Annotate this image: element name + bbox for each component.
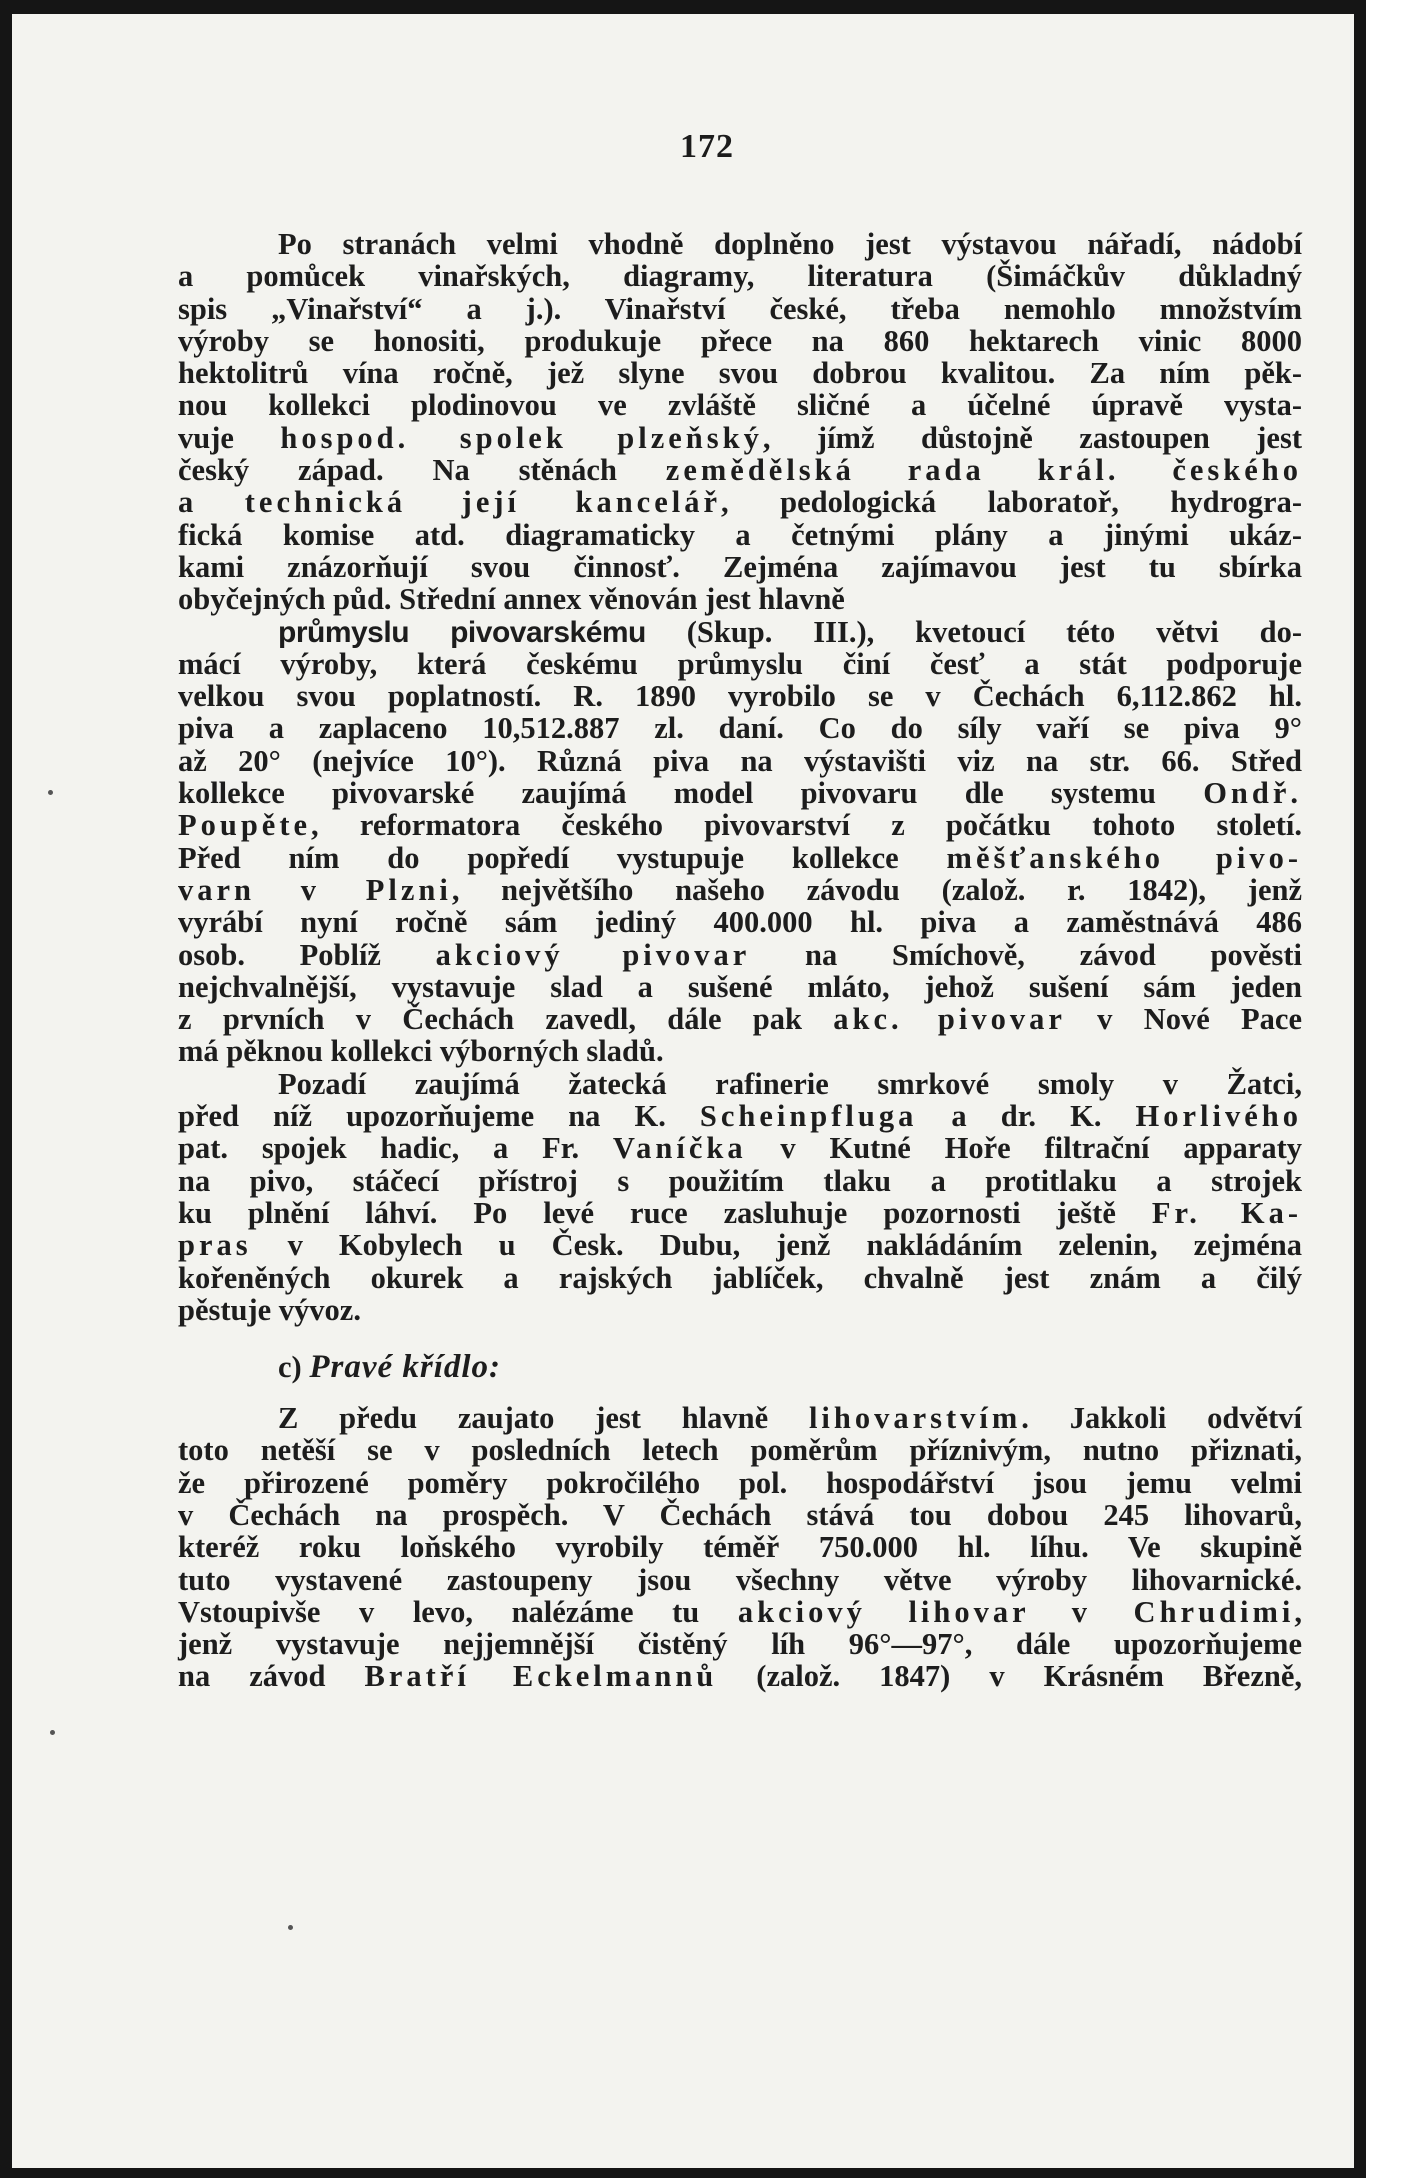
text-line: toto netěší se v posledních letech poměrům příznivým, nutno přiznati, bbox=[178, 1433, 1302, 1468]
section-letter: c) bbox=[278, 1350, 302, 1385]
page-number: 172 bbox=[680, 128, 734, 165]
text-line: Poupěte, reformatora českého pivovarství z počátku tohoto století. bbox=[178, 808, 1302, 843]
text-line: průmyslu pivovarskému (Skup. III.), kvetoucí této větvi do- bbox=[278, 614, 1302, 649]
emphasis-heading: průmyslu pivovarskému bbox=[278, 615, 646, 649]
section-title: Pravé křídlo: bbox=[309, 1349, 502, 1386]
text-line: pat. spojek hadic, a Fr. Vaníčka v Kutné Hoře filtrační apparaty bbox=[178, 1131, 1302, 1166]
text-line: jenž vystavuje nejjemnější čistěný líh 96°—97°, dále upozorňujeme bbox=[178, 1627, 1302, 1662]
text-line: český západ. Na stěnách zemědělská rada král. českého bbox=[178, 453, 1302, 488]
text-line: kteréž roku loňského vyrobily téměř 750.000 hl. líhu. Ve skupině bbox=[178, 1530, 1302, 1565]
text-line: obyčejných půd. Střední annex věnován jest hlavně bbox=[178, 582, 845, 617]
text-line: tuto vystavené zastoupeny jsou všechny větve výroby lihovarnické. bbox=[178, 1562, 1302, 1597]
spaced-name: hospod. spolek plzeňský bbox=[280, 420, 763, 455]
text-line: před níž upozorňujeme na K. Scheinpfluga a dr. K. Horlivého bbox=[178, 1099, 1302, 1134]
text-line: piva a zaplaceno 10,512.887 zl. daní. Co do síly vaří se piva 9° bbox=[178, 711, 1302, 746]
spaced-name: technická její kancelář bbox=[244, 485, 722, 520]
text-line: Vstoupivše v levo, nalézáme tu akciový lihovar v Chrudimi, bbox=[178, 1594, 1302, 1629]
scan-speck bbox=[288, 1925, 293, 1930]
text-line: kami znázorňují svou činnosť. Zejména zajímavou jest tu sbírka bbox=[178, 549, 1302, 584]
text-line: a technická její kancelář, pedologická laboratoř, hydrogra- bbox=[178, 485, 1302, 520]
text-line: na pivo, stáčecí přístroj s použitím tlaku a protitlaku a strojek bbox=[178, 1163, 1302, 1198]
text-line: pras v Kobylech u Česk. Dubu, jenž nakládáním zelenin, zejména bbox=[178, 1228, 1302, 1263]
text-line: velkou svou poplatností. R. 1890 vyrobilo se v Čechách 6,112.862 hl. bbox=[178, 679, 1302, 714]
text-line: varn v Plzni, největšího našeho závodu (založ. r. 1842), jenž bbox=[178, 872, 1302, 907]
text-line: kollekce pivovarské zaujímá model pivovaru dle systemu Ondř. bbox=[178, 776, 1302, 811]
text-line: na závod Bratří Eckelmannů (založ. 1847) v Krásném Březně, bbox=[178, 1659, 1303, 1694]
text-line: Z předu zaujato jest hlavně lihovarstvím. Jakkoli odvětví bbox=[278, 1401, 1302, 1436]
text-line: že přirozené poměry pokročilého pol. hospodářství jsou jemu velmi bbox=[178, 1465, 1302, 1500]
body-text bbox=[178, 228, 1302, 1693]
text-line: mácí výroby, která českému průmyslu činí česť a stát podporuje bbox=[178, 646, 1302, 681]
text-line: hektolitrů vína ročně, jež slyne svou dobrou kvalitou. Za ním pěk- bbox=[178, 356, 1302, 391]
text-line: až 20° (nejvíce 10°). Různá piva na výstavišti viz na str. 66. Střed bbox=[178, 743, 1302, 778]
section-heading bbox=[178, 1332, 1302, 1402]
scan-margin bbox=[1380, 0, 1414, 2178]
text-line: Pozadí zaujímá žatecká rafinerie smrkové smoly v Žatci, bbox=[278, 1066, 1302, 1101]
scan-speck bbox=[50, 1730, 55, 1735]
text-line: vyrábí nyní ročně sám jediný 400.000 hl. piva a zaměstnává 486 bbox=[178, 905, 1302, 940]
text-line: nou kollekci plodinovou ve zvláště sličné a účelné úpravě vysta- bbox=[178, 388, 1302, 423]
scan-speck bbox=[48, 790, 53, 795]
text-line: Před ním do popředí vystupuje kollekce měšťanského pivo- bbox=[178, 840, 1303, 875]
text-line: má pěknou kollekci výborných sladů. bbox=[178, 1034, 664, 1069]
text-line: kořeněných okurek a rajských jablíček, chvalně jest znám a čilý bbox=[178, 1260, 1302, 1295]
text-line: osob. Poblíž akciový pivovar na Smíchově, závod pověsti bbox=[178, 937, 1302, 972]
text-line: výroby se honositi, produkuje přece na 860 hektarech vinic 8000 bbox=[178, 323, 1302, 358]
text-line: nejchvalnější, vystavuje slad a sušené mláto, jehož sušení sám jeden bbox=[178, 969, 1302, 1004]
text-line: fická komise atd. diagramaticky a četnými plány a jinými ukáz- bbox=[178, 517, 1302, 552]
text-line: a pomůcek vinařských, diagramy, literatura (Šimáčkův důkladný bbox=[178, 259, 1302, 294]
text-line: pěstuje vývoz. bbox=[178, 1292, 361, 1327]
text-line: spis „Vinařství“ a j.). Vinařství české, třeba nemohlo množstvím bbox=[178, 291, 1302, 326]
spaced-name: zemědělská rada král. českého bbox=[665, 453, 1302, 488]
text-line: vuje hospod. spolek plzeňský, jímž důstojně zastoupen jest bbox=[178, 420, 1302, 455]
text-line: ku plnění láhví. Po levé ruce zasluhuje pozornosti ještě Fr. Ka- bbox=[178, 1195, 1303, 1230]
text-line: Po stranách velmi vhodně doplněno jest výstavou nářadí, nádobí bbox=[278, 227, 1302, 261]
text-line: z prvních v Čechách zavedl, dále pak akc. pivovar v Nové Pace bbox=[178, 1002, 1302, 1037]
text-line: v Čechách na prospěch. V Čechách stává tou dobou 245 lihovarů, bbox=[178, 1497, 1302, 1532]
